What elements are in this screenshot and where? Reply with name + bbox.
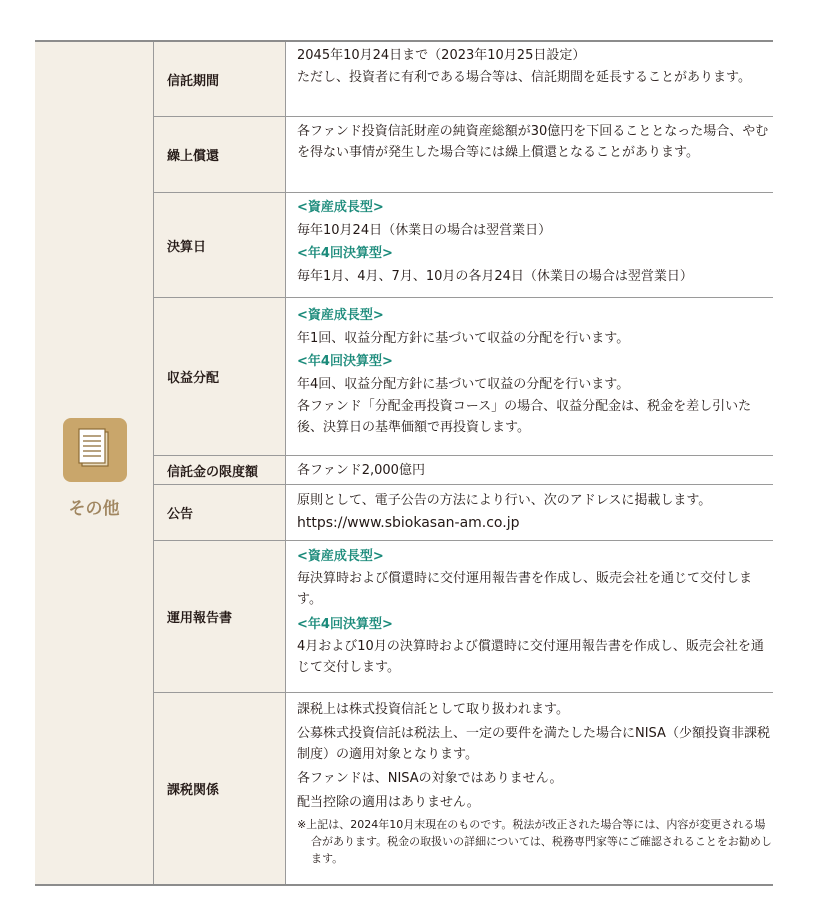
row-public-notice — [154, 485, 773, 541]
text-line: 課税上は株式投資信託として取り扱われます。 — [297, 702, 569, 717]
notice-url: https://www.sbiokasan-am.co.jp — [297, 515, 520, 531]
row-content — [286, 456, 774, 482]
row-management-report — [154, 541, 773, 693]
text-line: 各ファンド2,000億円 — [297, 463, 425, 478]
text-line: 各ファンドは、NISAの対象ではありません。 — [297, 771, 563, 786]
text-line: 毎年1月、4月、7月、10月の各月24日（休業日の場合は翌営業日） — [297, 269, 693, 284]
type-heading-quarterly: <年4回決算型> — [297, 617, 393, 632]
type-heading-growth: <資産成長型> — [297, 308, 384, 323]
type-heading-quarterly: <年4回決算型> — [297, 354, 393, 369]
row-label-cell — [154, 485, 285, 540]
type-heading-growth: <資産成長型> — [297, 549, 384, 564]
row-taxation — [154, 693, 773, 884]
text-paragraph: ただし、投資者に有利である場合等は、信託期間を延長することがあります。 — [297, 70, 751, 85]
row-label-cell — [154, 117, 285, 192]
row-label: 収益分配 — [167, 371, 220, 386]
row-label: 決算日 — [167, 239, 207, 255]
row-distribution — [154, 298, 773, 456]
text-line: 年4回、収益分配方針に基づいて収益の分配を行います。 — [297, 377, 630, 392]
row-content — [286, 541, 774, 681]
row-label: 信託期間 — [167, 73, 220, 89]
row-early-redemption — [154, 117, 773, 193]
row-content — [286, 42, 774, 91]
row-label-cell — [154, 42, 285, 116]
text-line: 原則として、電子公告の方法により行い、次のアドレスに掲載します。 — [297, 493, 712, 508]
row-label-cell — [154, 298, 285, 455]
fund-info-table — [35, 40, 773, 886]
text-paragraph: 4月および10月の決算時および償還時に交付運用報告書を作成し、販売会社を通じて交付します。 — [297, 639, 764, 675]
type-heading-quarterly: <年4回決算型> — [297, 246, 393, 261]
row-content — [286, 485, 774, 535]
category-label: その他 — [68, 499, 120, 519]
row-content — [286, 193, 774, 288]
row-label: 運用報告書 — [167, 611, 233, 626]
row-label: 繰上償還 — [167, 149, 220, 164]
document-icon — [63, 418, 127, 482]
table-bottom-border — [35, 884, 773, 886]
type-heading-growth: <資産成長型> — [297, 200, 384, 215]
row-label: 信託金の限度額 — [167, 464, 259, 480]
text-paragraph: 毎決算時および償還時に交付運用報告書を作成し、販売会社を通じて交付します。 — [297, 571, 753, 607]
row-settlement-date — [154, 193, 773, 298]
row-label-cell — [154, 541, 285, 692]
row-label-cell — [154, 193, 285, 297]
category-cell — [35, 42, 153, 884]
text-paragraph: 公募株式投資信託は税法上、一定の要件を満たした場合にNISA（少額投資非課税制度）の適用対象となります。 — [297, 726, 770, 762]
row-label: 公告 — [167, 507, 194, 522]
row-content — [286, 298, 774, 441]
tax-note: ※上記は、2024年10月末現在のものです。税法が改正された場合等には、内容が変更される場合があります。税金の取扱いの詳細については、税務専門家等にご確認されることをお勧めします。 — [297, 818, 772, 865]
row-content — [286, 693, 774, 867]
text-line: 配当控除の適用はありません。 — [297, 795, 480, 810]
row-content — [286, 117, 774, 166]
column-divider — [285, 42, 286, 884]
row-label-cell — [154, 693, 285, 884]
text-line: 年1回、収益分配方針に基づいて収益の分配を行います。 — [297, 331, 630, 346]
text-paragraph: 各ファンド「分配金再投資コース」の場合、収益分配金は、税金を差し引いた後、決算日の基準価額で再投資します。 — [297, 399, 752, 435]
row-trust-limit — [154, 456, 773, 485]
row-label: 課税関係 — [167, 783, 220, 798]
text-line: 毎年10月24日（休業日の場合は翌営業日） — [297, 223, 552, 238]
row-label-cell — [154, 456, 285, 484]
text-paragraph: 各ファンド投資信託財産の純資産総額が30億円を下回ることとなった場合、やむを得ない事情が発生した場合等には繰上償還となることがあります。 — [297, 124, 769, 160]
row-trust-period — [154, 42, 773, 117]
text-line: 2045年10月24日まで（2023年10月25日設定） — [297, 48, 586, 63]
